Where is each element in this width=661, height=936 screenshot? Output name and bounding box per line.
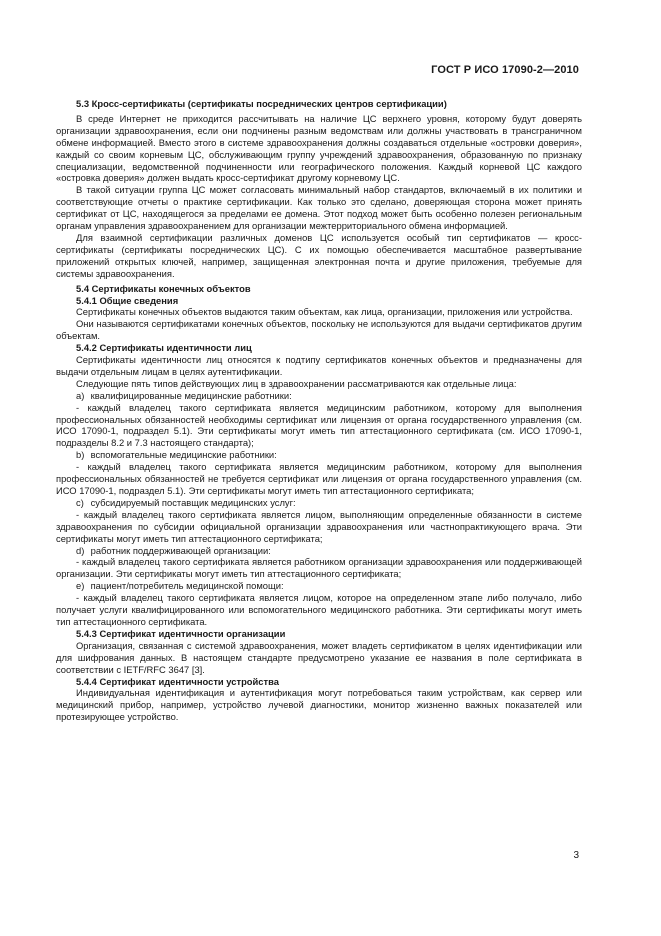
section-5-3-paragraph: В среде Интернет не приходится рассчитывать на наличие ЦС верхнего уровня, которому будут доверять организации здравоохранения, если они подчинены разным ведомствам или должны участвовать в трансграничном обмене информацией. Вместо этого в системе здравоохранения должны создаваться отдельные «островки доверия», каждый со своим корневым ЦС, обслуживающим группу учреждений здравоохранения, образованную по признаку специализации, ведомственной подчиненности или географического положения. Каждый корневой ЦС каждого «островка доверия» должен выдать кросс-сертификат другому корневому ЦС. bbox=[56, 112, 582, 184]
list-item-label bbox=[56, 545, 582, 557]
section-5-4-2-heading: 5.4.2 Сертификаты идентичности лиц bbox=[76, 342, 252, 354]
list-item-label bbox=[56, 449, 582, 461]
section-5-4-4-heading: 5.4.4 Сертификат идентичности устройства bbox=[76, 675, 279, 687]
list-item-marker: e) bbox=[76, 580, 85, 592]
list-item-label bbox=[56, 497, 582, 509]
list-item-marker: a) bbox=[76, 389, 85, 401]
section-5-4-2-paragraph: Следующие пять типов действующих лиц в здравоохранении рассматриваются как отдельные лица: bbox=[76, 377, 517, 389]
list-item-marker: b) bbox=[76, 449, 85, 461]
list-item-text: пациент/потребитель медицинской помощи: bbox=[90, 580, 284, 592]
list-item-text: вспомогательные медицинские работники: bbox=[90, 449, 277, 461]
section-5-4-1-heading: 5.4.1 Общие сведения bbox=[76, 294, 179, 306]
list-item-marker: d) bbox=[76, 544, 85, 556]
list-item-text: квалифицированные медицинские работники: bbox=[90, 389, 292, 401]
document-header: ГОСТ Р ИСО 17090-2—2010 bbox=[431, 64, 579, 76]
section-5-4-heading: 5.4 Сертификаты конечных объектов bbox=[76, 282, 251, 294]
section-5-4-1-paragraph: Сертификаты конечных объектов выдаются таким объектам, как лица, организации, приложения или устройства. bbox=[76, 306, 573, 318]
list-item-text: субсидируемый поставщик медицинских услуг: bbox=[90, 496, 296, 508]
section-5-3-paragraph: Для взаимной сертификации различных доменов ЦС используется особый тип сертификатов — кросс-сертификаты (сертификаты посреднических ЦС). С их помощью обеспечивается масштабное развертывание приложений открытых ключей, например, защищенная электронная почта и другие приложения, требуемые для системы здравоохранения. bbox=[56, 231, 582, 279]
list-item-label bbox=[56, 390, 582, 402]
list-item-text: работник поддерживающей организации: bbox=[90, 544, 271, 556]
list-item-description: - каждый владелец такого сертификата является лицом, которое на определенном этапе либо получало, либо получает услуги квалифицированного или вспомогательного медицинского работника. Эти сертификаты могут иметь тип аттестационного сертификата. bbox=[56, 592, 582, 627]
section-5-4-2-paragraph: Сертификаты идентичности лиц относятся к подтипу сертификатов конечных объектов и предназначены для выдачи отдельным лицам в целях аутентификации. bbox=[56, 354, 582, 377]
list-item-marker: c) bbox=[76, 496, 84, 508]
section-5-4-1-paragraph: Они называются сертификатами конечных объектов, поскольку не используются для выдачи сертификатов другим объектам. bbox=[56, 318, 582, 342]
page-number: 3 bbox=[573, 850, 579, 861]
section-5-3-paragraph: В такой ситуации группа ЦС может согласовать минимальный набор стандартов, включаемый в их политики и соответствующие отчеты о практике сертификации. Как только это сделано, доверяющая сторона может принять сертификат от ЦС, находящегося за пределами ее домена. Этот подход может быть особенно полезен региональным органам управления здравоохранением для организации межтерриториального обмена информацией. bbox=[56, 184, 582, 232]
list-item-label bbox=[56, 580, 582, 592]
document-body bbox=[56, 98, 582, 723]
section-5-4-4-paragraph: Индивидуальная идентификация и аутентификация могут потребоваться таким устройствам, как сервер или медицинский прибор, например, устройство лучевой диагностики, монитор жизненно важных показателей или протезирующее устройство. bbox=[56, 687, 582, 723]
list-item-description: - каждый владелец такого сертификата является лицом, выполняющим определенные обязанности в системе здравоохранения по субсидии официальной организации здравоохранения или частнопрактикующего врача. Эти сертификаты могут иметь тип аттестационного сертификата; bbox=[56, 508, 582, 544]
section-5-4-3-heading: 5.4.3 Сертификат идентичности организации bbox=[76, 627, 286, 639]
list-item-description: - каждый владелец такого сертификата является работником организации здравоохранения или поддерживающей организации. Эти сертификаты могут иметь тип аттестационного сертификата; bbox=[56, 556, 582, 580]
list-item-description: - каждый владелец такого сертификата является медицинским работником, которому для выполнения профессиональных обязанностей не требуется сертификат или лицензия от органа государственного управления (см. ИСО 17090-1, подраздел 5.1). Эти сертификаты могут иметь тип аттестационного сертификата; bbox=[56, 461, 582, 496]
section-5-3-heading: 5.3 Кросс-сертификаты (сертификаты посреднических центров сертификации) bbox=[76, 98, 447, 109]
list-item-description: - каждый владелец такого сертификата является медицинским работником, которому для выполнения профессиональных обязанностей необходимы сертификат или лицензия от органа государственного управления (см. ИСО 17090-1, подраздел 5.1). Эти сертификаты могут иметь тип аттестационного сертификата (см. ИСО 17090-1, подразделы 8.2 и 7.3 настоящего стандарта); bbox=[56, 401, 582, 449]
section-5-4-3-paragraph: Организация, связанная с системой здравоохранения, может владеть сертификатом в целях идентификации или для шифрования данных. В настоящем стандарте предусмотрено указание ее названия в поле сертификата в соответствии с IETF/RFC 3647 [3]. bbox=[56, 639, 582, 675]
